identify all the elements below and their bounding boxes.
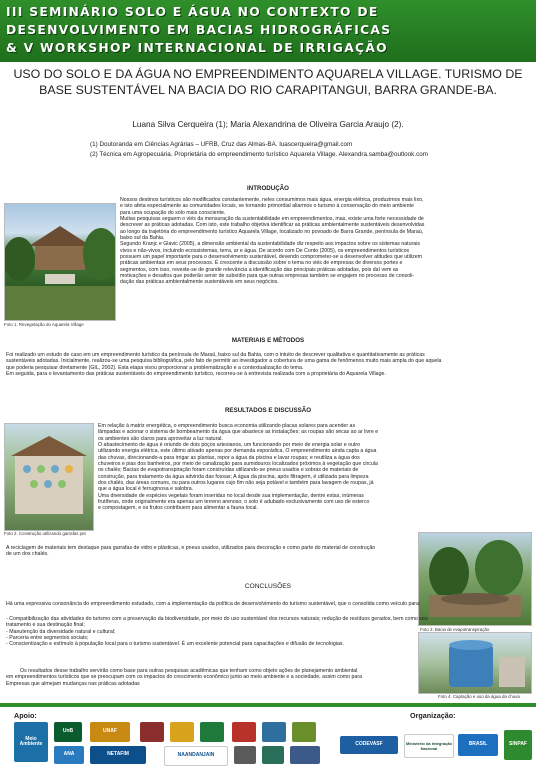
label-organizacao: Organização: [410, 711, 456, 720]
logo-governo-brasil: BRASIL [458, 734, 498, 756]
title-line-2: BASE SUSTENTÁVEL NA BACIA DO RIO CARAPITANGUI, BARRA GRANDE-BA. [39, 83, 497, 97]
banner-line-2: DESENVOLVIMENTO EM BACIAS HIDROGRÁFICAS [6, 23, 392, 37]
results-tail-line: de um dos chalés. [6, 551, 49, 558]
caption-foto-4: Foto 4. Captação e uso da água da chuva [438, 694, 520, 699]
photo-bacia-evapotranspiracao [418, 532, 532, 626]
banner-line-1: III SEMINÁRIO SOLO E ÁGUA NO CONTEXTO DE [6, 5, 379, 19]
logo-sinpaf: SINPAF [504, 730, 532, 760]
logo-apoio-7 [234, 746, 256, 764]
results-line: Em relação à matriz energética, o empreendimento busca economia utilizando placas solares para acender as [98, 423, 356, 429]
photo-garrafas-pet [4, 423, 94, 531]
logo-apoio-2 [170, 722, 194, 742]
logo-apoio-4 [232, 722, 256, 742]
conclusion-item: - Manutenção da diversidade natural e cultural; [6, 628, 116, 635]
heading-materiais-metodos: MATERIAIS E MÉTODOS [231, 337, 305, 344]
text-materiais-metodos [6, 352, 530, 377]
logo-naandanjain: NAANDANJAIN [164, 746, 228, 766]
logo-unb: UnB [54, 722, 82, 742]
garden-illustration [5, 204, 115, 320]
methods-line: Foi realizado um estudo de caso em um empreendimento turístico da península de Maraú, baixo sul da Bahia, com o intuito de descrever qualitativa e quantitativamente as práticas [6, 352, 425, 358]
caption-foto-1: Foto 1. Revegetação do Aquarela Village [4, 322, 84, 327]
logo-netafim: NETAFIM [90, 746, 146, 764]
logo-ministerio-integracao: Ministério da Integração Nacional [404, 734, 454, 758]
photo-revegetacao [4, 203, 116, 321]
conclusion-item: - Compatibilização das atividades do turismo com a preservação da biodiversidade, por meio do uso sustentável dos recursos naturais; redução de resíduos gerados, bem como seu [6, 616, 428, 622]
intro-line: ao longo da trajetória do empreendimento turístico Aquarela Village, localizado no povoado de Barra Grande, península de Maraú, [120, 228, 424, 235]
methods-line: sustentáveis adotadas. Inicialmente, realizou-se uma pesquisa bibliográfica, pelo fato de permitir ao investigador a cobertura de uma gama de fenômenos muito mais ampla do que aquela [6, 358, 442, 365]
heading-conclusoes: CONCLUSÕES [244, 583, 292, 590]
caption-foto-2: Foto 2. Construção utilizando garrafas pet [4, 531, 86, 536]
results-line: lâmpadas e acionar o sistema de bombeamento da água que abastece as instalações; as roupas são secas ao ar livre e [98, 429, 379, 436]
results-line: frutíferas, onde originalmente era apenas um terreno arenoso; o solo é adubado exclusivamente com uso de esterco [98, 499, 370, 506]
results-line: das chuvas, direcionando-a para irrigar as plantas, repor a água da piscina e lavar roupas; e reutiliza a água dos [98, 454, 360, 461]
conclusion-item: - Parceria entre segmentos sociais; [6, 635, 89, 642]
closing-line: Empresas que almejam mudanças nas práticas adotadas [6, 680, 140, 687]
text-resultados [98, 423, 530, 512]
results-tail-line: A reciclagem de materiais tem destaque para garrafas de vidro e plásticas, e pneus usados, utilizados para decoração e como parte do material de construção [6, 545, 376, 551]
intro-line: motivações e desafios que poderão servir de subsídio para que outras empresas também se engajem no processo de consoli- [120, 273, 415, 280]
logo-apoio-9 [290, 746, 320, 764]
results-line: utilizando energia elétrica, este último ativado apenas por demanda esporádica. O empreendimento ainda capta a água [98, 448, 377, 455]
title-line-1: USO DO SOLO E DA ÁGUA NO EMPREENDIMENTO AQUARELA VILLAGE. TURISMO DE [13, 67, 523, 81]
intro-line: dação das práticas ambientalmente sustentáveis em seus negócios. [120, 279, 279, 286]
intro-line: Segundo Kranjc e Glavic (2005), a dimensão ambiental da sustentabilidade diz respeito aos impactos sobre os sistemas naturais [120, 241, 420, 248]
label-apoio: Apoio: [14, 711, 37, 720]
poster-title [6, 66, 530, 98]
photo-captacao-agua-chuva [418, 632, 532, 694]
intro-line: vivos e não-vivos, incluindo ecossistemas, terra, ar e água. De acordo com De Conto (2005), os empreendimentos turísticos [120, 247, 410, 254]
logo-apoio-5 [262, 722, 286, 742]
results-line: Uma diversidade de espécies vegetais foram inseridas no local desde sua implementação, dentre estas, inúmeras [98, 492, 364, 499]
logo-apoio-3 [200, 722, 224, 742]
logo-unaf: UNAF [90, 722, 130, 742]
text-introducao [120, 197, 530, 286]
intro-line: Muitas pesquisas seguem o viés da mensuração da sustentabilidade em empreendimentos, mas, existe uma forte necessidade de [120, 216, 424, 223]
conclusion-item: - Conscientização e estímulo à população local para o turismo sustentável. É um excelente potencial para capacitações e difusão de tecnologias. [6, 641, 344, 648]
affiliation-2: (2) Técnica em Agropecuária. Proprietária do empreendimento turístico Aquarela Village. Alexandra.samba@outlook.com [90, 151, 428, 158]
conclusion-item: tratamento e sua destinação final; [6, 622, 85, 629]
event-banner [0, 0, 536, 62]
text-reciclagem [6, 545, 408, 558]
results-line: que a água local é ferruginosa e salobra. [98, 486, 194, 493]
logo-apoio-1 [140, 722, 164, 742]
intro-line: descrever as práticas adotadas. Com isto, este trabalho objetiva identificar as práticas ambientalmente sustentáveis desenvolvidas [120, 222, 425, 229]
intro-line: para uma ocupação do solo mais consciente. [120, 209, 226, 216]
intro-line: possuem um papel importante para o desenvolvimento sustentável, devendo comprometer-se a desenvolver atitudes que utilizem [120, 254, 423, 261]
heading-introducao: INTRODUÇÃO [247, 185, 289, 192]
footer-divider [0, 703, 536, 707]
intro-line: baixo sul da Bahia. [120, 235, 165, 242]
authors: Luana Silva Cerqueira (1); Maria Alexandrina de Oliveira Garcia Araujo (2). [132, 120, 404, 129]
results-line: os ambientes são claros para aproveitar a luz natural. [98, 435, 223, 442]
closing-line: em empreendimentos turísticos que se preocupam com os impactos do crescimento econômico junto ao meio ambiente e a sociedade, assim como para [6, 674, 363, 681]
results-line: os chalés; Bacias de evapotranspiração foram construídas utilizando-se pneus usados e sobras de materiais de [98, 467, 359, 474]
results-line: construção, para tratamento da água advinda das fossas; A água da piscina, após filtragem, é utilizada para limpeza [98, 473, 369, 480]
results-line: O abastecimento de água é oriundo de dois poços artesianos, um funcionando por meio de energia solar e outro [98, 442, 361, 449]
bottle-wall-illustration [5, 424, 93, 530]
results-line: e compostagem, e os frutos contribuem para alimentar a fauna local. [98, 505, 258, 512]
affiliations [90, 140, 428, 160]
methods-line: Em seguida, para o levantamento das práticas sustentáveis do empreendimento turístico, recorreu-se à entrevista realizada com a proprietária do Aquarela Village. [6, 371, 386, 378]
intro-line: segmentos, com isso, reveste-se de grande relevância a identificação das principais práticas adotadas, pois daí vem as [120, 266, 399, 273]
logo-meio-ambiente: Meio Ambiente [14, 722, 48, 762]
results-line: chuveiros e pias dos banheiros, por meio de canalização para sumidouros localizados próximos à vegetação que circula [98, 461, 378, 468]
intro-line: Nossos destinos turísticos são modificados constantemente, neles consumimos mais água, energia elétrica, produzimos mais lixo, [120, 197, 424, 203]
heading-resultados: RESULTADOS E DISCUSSÃO [224, 407, 312, 414]
text-conclusoes-closing [6, 668, 408, 687]
results-line: dos chalés, das áreas comuns, ou para outros lugares cujo fim não seja potável e também para lavagem de roupas, já [98, 480, 374, 487]
closing-line: Os resultados desse trabalho servirão como base para outras pesquisas acadêmicas que tenham como objeto ações de planejamento ambiental [20, 668, 358, 674]
logo-apoio-6 [292, 722, 316, 742]
methods-line: que poderia pesquisar diretamente (GIL, 2002). Esta etapa visou proporcionar a problematização e a contextualização do tema. [6, 364, 304, 371]
logo-apoio-8 [262, 746, 284, 764]
logo-ana: ANA [54, 746, 84, 764]
intro-line: práticas ambientais em seus processos. É crescente a discussão sobre o tema no viés de empresas de diversos portes e [120, 260, 403, 267]
text-conclusoes-intro: Há uma expressiva consonância do empreendimento estudado, com a implementação da política de desenvolvimento do turismo sustentável, que o consolida como veículo para: [6, 601, 421, 607]
banner-line-3: & V WORKSHOP INTERNACIONAL DE IRRIGAÇÃO [6, 41, 388, 55]
logo-codevasf: CODEVASF [340, 736, 398, 754]
rain-tank-illustration [419, 633, 531, 693]
caption-foto-3: Foto 3. Bacia de evapotranspiração [420, 627, 490, 632]
intro-line: e isto afeta especialmente as comunidades locais, se tornando primordial aliarmos o turismo à conservação do meio ambiente [120, 203, 414, 210]
affiliation-1: (1) Doutoranda em Ciências Agrárias – UFRB, Cruz das Almas-BA. luascerqueira@gmail.com [90, 141, 353, 148]
evapotranspiration-illustration [419, 533, 531, 625]
